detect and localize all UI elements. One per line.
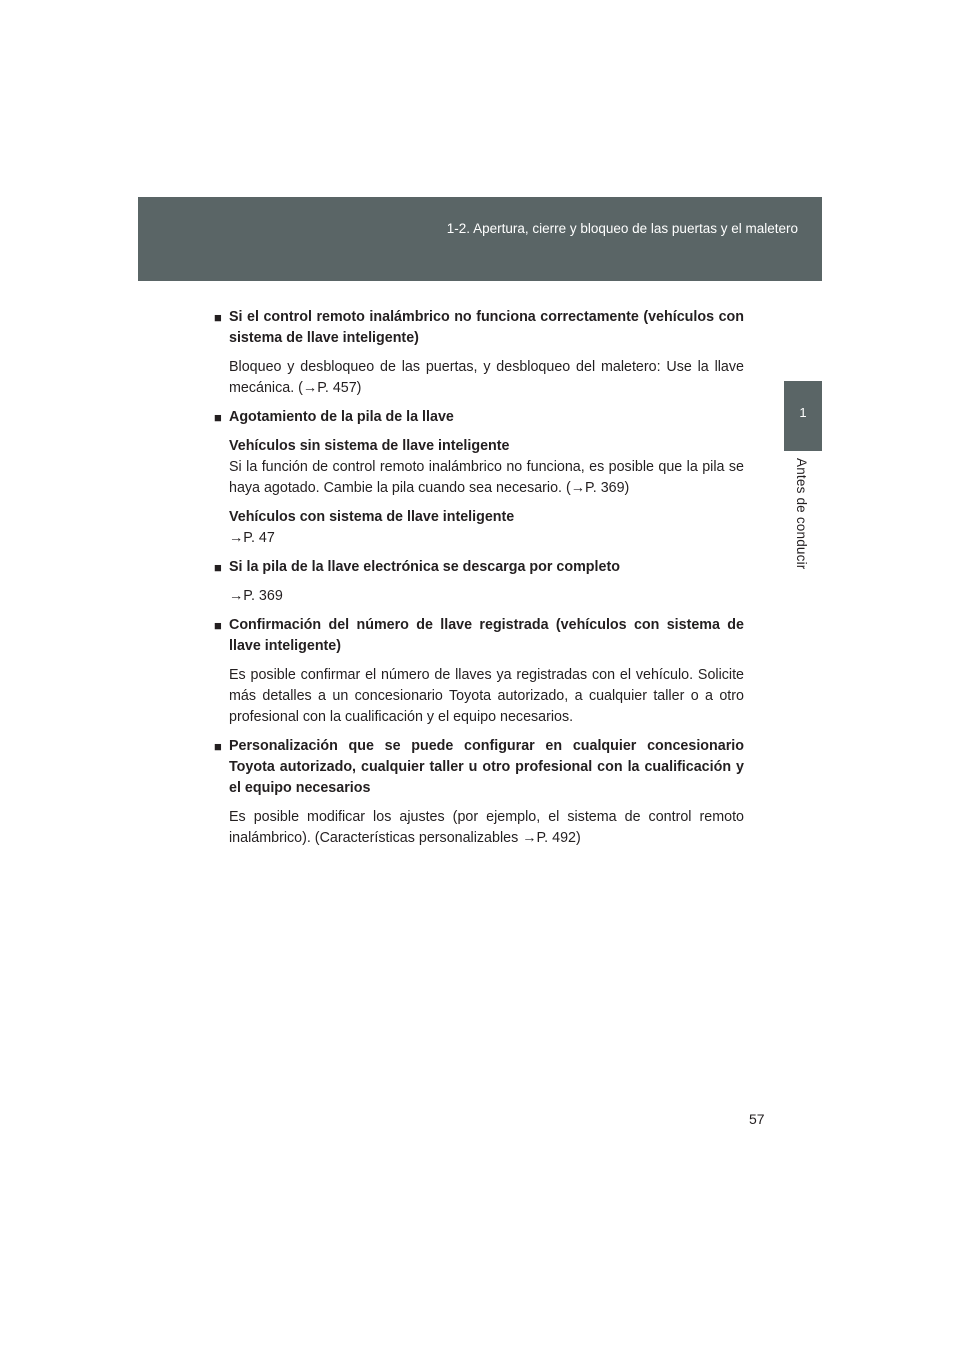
square-bullet-icon: ■	[214, 739, 222, 754]
section-customization	[214, 736, 744, 849]
subsection-body: →P. 47	[229, 530, 275, 546]
square-bullet-icon: ■	[214, 560, 222, 575]
section-title: ■ Si el control remoto inalámbrico no funciona correctamente (vehículos con sistema de llave inteligente)	[214, 307, 744, 349]
section-remote-malfunction	[214, 307, 744, 399]
section-body: →P. 369	[229, 588, 283, 604]
page-content	[214, 307, 744, 857]
header-band	[138, 197, 822, 281]
section-battery-depletion	[214, 407, 744, 549]
subsection-heading: Vehículos con sistema de llave inteligente	[229, 509, 515, 525]
chapter-number: 1	[799, 405, 807, 420]
page-number: 57	[749, 1111, 765, 1127]
section-title: ■ Si la pila de la llave electrónica se descarga por completo	[214, 557, 744, 578]
square-bullet-icon: ■	[214, 310, 222, 325]
chapter-title: 1-2. Apertura, cierre y bloqueo de las puertas y el maletero	[446, 221, 798, 236]
chapter-tab	[784, 381, 822, 451]
section-title: ■ Personalización que se puede configurar en cualquier concesionario Toyota autorizado, cualquier taller u otro profesional con la cualificación y el equipo necesarios	[214, 736, 744, 799]
section-title: ■ Confirmación del número de llave registrada (vehículos con sistema de llave inteligente)	[214, 615, 744, 657]
section-body: Bloqueo y desbloqueo de las puertas, y desbloqueo del maletero: Use la llave mecánica. (→P. 457)	[229, 359, 744, 396]
square-bullet-icon: ■	[214, 618, 222, 633]
subsection-heading: Vehículos sin sistema de llave inteligente	[229, 438, 510, 454]
section-body: Es posible modificar los ajustes (por ejemplo, el sistema de control remoto inalámbrico). (Características personalizables →P. 492)	[229, 809, 744, 846]
section-key-count-confirmation	[214, 615, 744, 728]
section-title: ■ Agotamiento de la pila de la llave	[214, 407, 744, 428]
square-bullet-icon: ■	[214, 410, 222, 425]
section-electronic-key-dead	[214, 557, 744, 607]
chapter-side-label: Antes de conducir	[794, 458, 809, 570]
subsection-body: Si la función de control remoto inalámbrico no funciona, es posible que la pila se haya agotado. Cambie la pila cuando sea necesario. (→P. 369)	[229, 459, 744, 496]
section-body: Es posible confirmar el número de llaves ya registradas con el vehículo. Solicite más detalles a un concesionario Toyota autorizado, a cualquier taller o a otro profesional con la cualificación y el equipo necesarios.	[229, 667, 744, 725]
